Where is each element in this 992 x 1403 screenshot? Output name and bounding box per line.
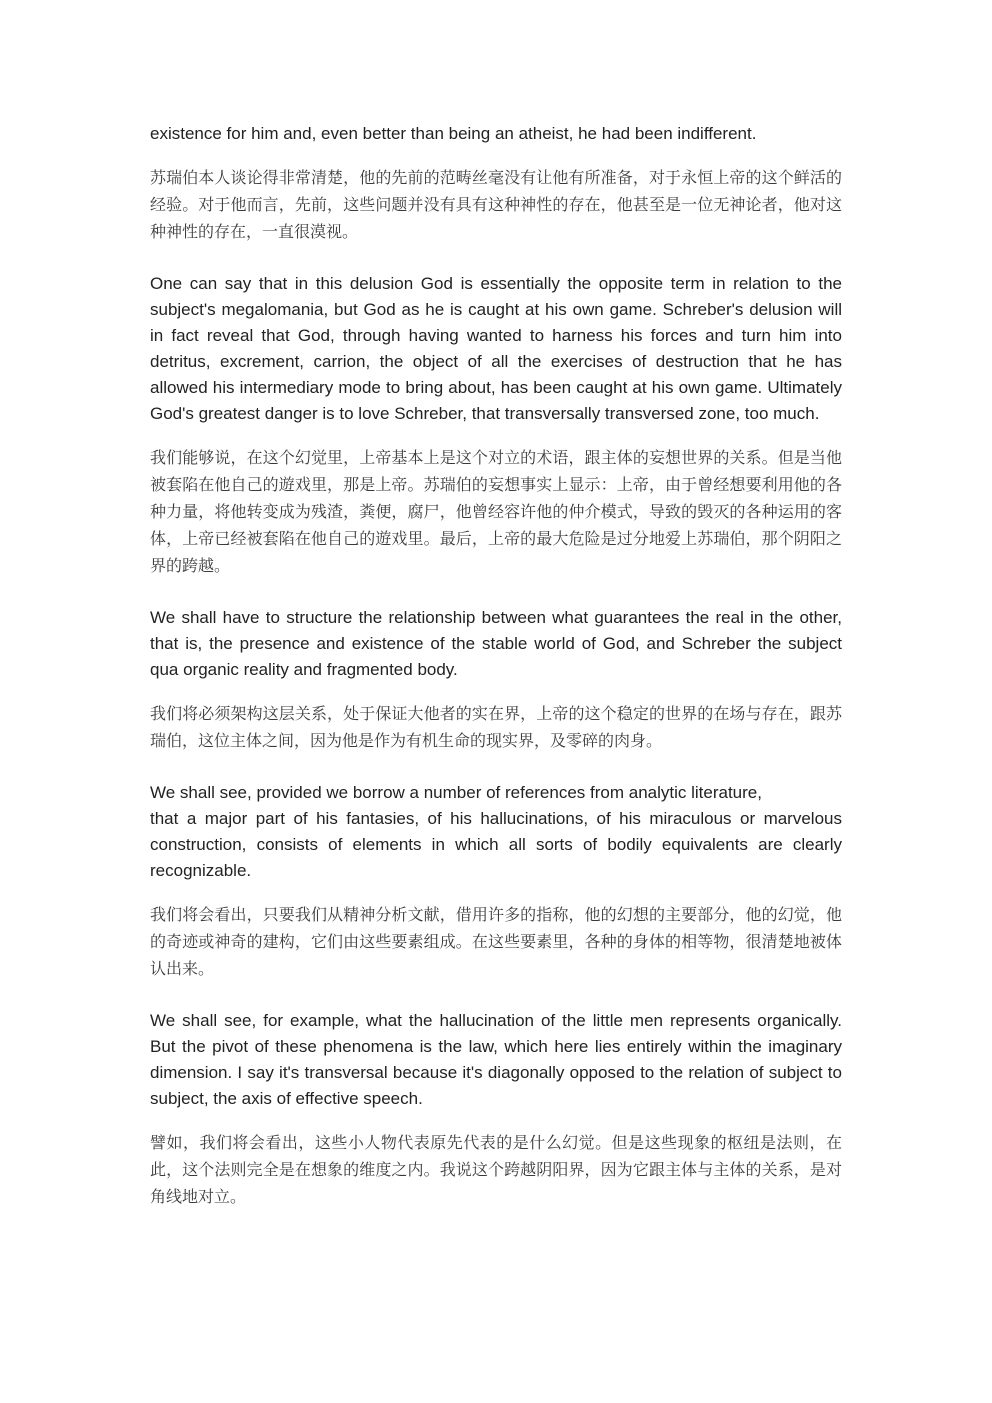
paragraph-en-4-rest: that a major part of his fantasies, of his hallucinations, of his miraculous or marvelous construction, consists of elements in which all sorts of bodily equivalents are clearly recognizable.: [150, 809, 842, 880]
paragraph-zh-1: 苏瑞伯本人谈论得非常清楚，他的先前的范畴丝毫没有让他有所准备，对于永恒上帝的这个鲜活的经验。对于他而言，先前，这些问题并没有具有这种神性的存在，他甚至是一位无神论者，他对这种神性的存在，一直很漠视。: [150, 168, 842, 241]
paragraph-en-3: We shall have to structure the relationship between what guarantees the real in the other, that is, the presence and existence of the stable world of God, and Schreber the subject qua organic reality and fragmented body.: [150, 608, 842, 679]
paragraph-zh-3: 我们将必须架构这层关系，处于保证大他者的实在界，上帝的这个稳定的世界的在场与存在，跟苏瑞伯，这位主体之间，因为他是作为有机生命的现实界，及零碎的肉身。: [150, 704, 842, 750]
paragraph-en-4-first-line: We shall see, provided we borrow a number of references from analytic literature,: [150, 783, 762, 802]
text-column: [150, 121, 842, 1236]
paragraph-zh-4: 我们将会看出，只要我们从精神分析文献，借用许多的指称，他的幻想的主要部分，他的幻觉，他的奇迹或神奇的建构，它们由这些要素组成。在这些要素里，各种的身体的相等物，很清楚地被体认出来。: [150, 905, 842, 978]
paragraph-zh-2: 我们能够说，在这个幻觉里，上帝基本上是这个对立的术语，跟主体的妄想世界的关系。但是当他被套陷在他自己的遊戏里，那是上帝。苏瑞伯的妄想事实上显示：上帝，由于曾经想要利用他的各种力量，将他转变成为残渣，粪便，腐尸，他曾经容许他的仲介模式，导致的毁灭的各种运用的客体，上帝已经被套陷在他自己的遊戏里。最后，上帝的最大危险是过分地爱上苏瑞伯，那个阴阳之界的跨越。: [150, 448, 842, 575]
paragraph-en-1: existence for him and, even better than being an atheist, he had been indifferent.: [150, 124, 757, 143]
paragraph-en-5: We shall see, for example, what the hallucination of the little men represents organically. But the pivot of these phenomena is the law, which here lies entirely within the imaginary dimension. I say it's transversal because it's diagonally opposed to the relation of subject to subject, the axis of effective speech.: [150, 1011, 842, 1108]
paragraph-en-4: [150, 780, 842, 884]
paragraph-zh-5: 譬如，我们将会看出，这些小人物代表原先代表的是什么幻觉。但是这些现象的枢纽是法则，在此，这个法则完全是在想象的维度之内。我说这个跨越阴阳界，因为它跟主体与主体的关系，是对角线地对立。: [150, 1133, 842, 1206]
paragraph-en-2: One can say that in this delusion God is essentially the opposite term in relation to the subject's megalomania, but God as he is caught at his own game. Schreber's delusion will in fact reveal that God, through having wanted to harness his forces and turn him into detritus, excrement, carrion, the object of all the exercises of destruction that he has allowed his intermediary mode to bring about, has been caught at his own game. Ultimately God's greatest danger is to love Schreber, that transversally transversed zone, too much.: [150, 274, 842, 423]
